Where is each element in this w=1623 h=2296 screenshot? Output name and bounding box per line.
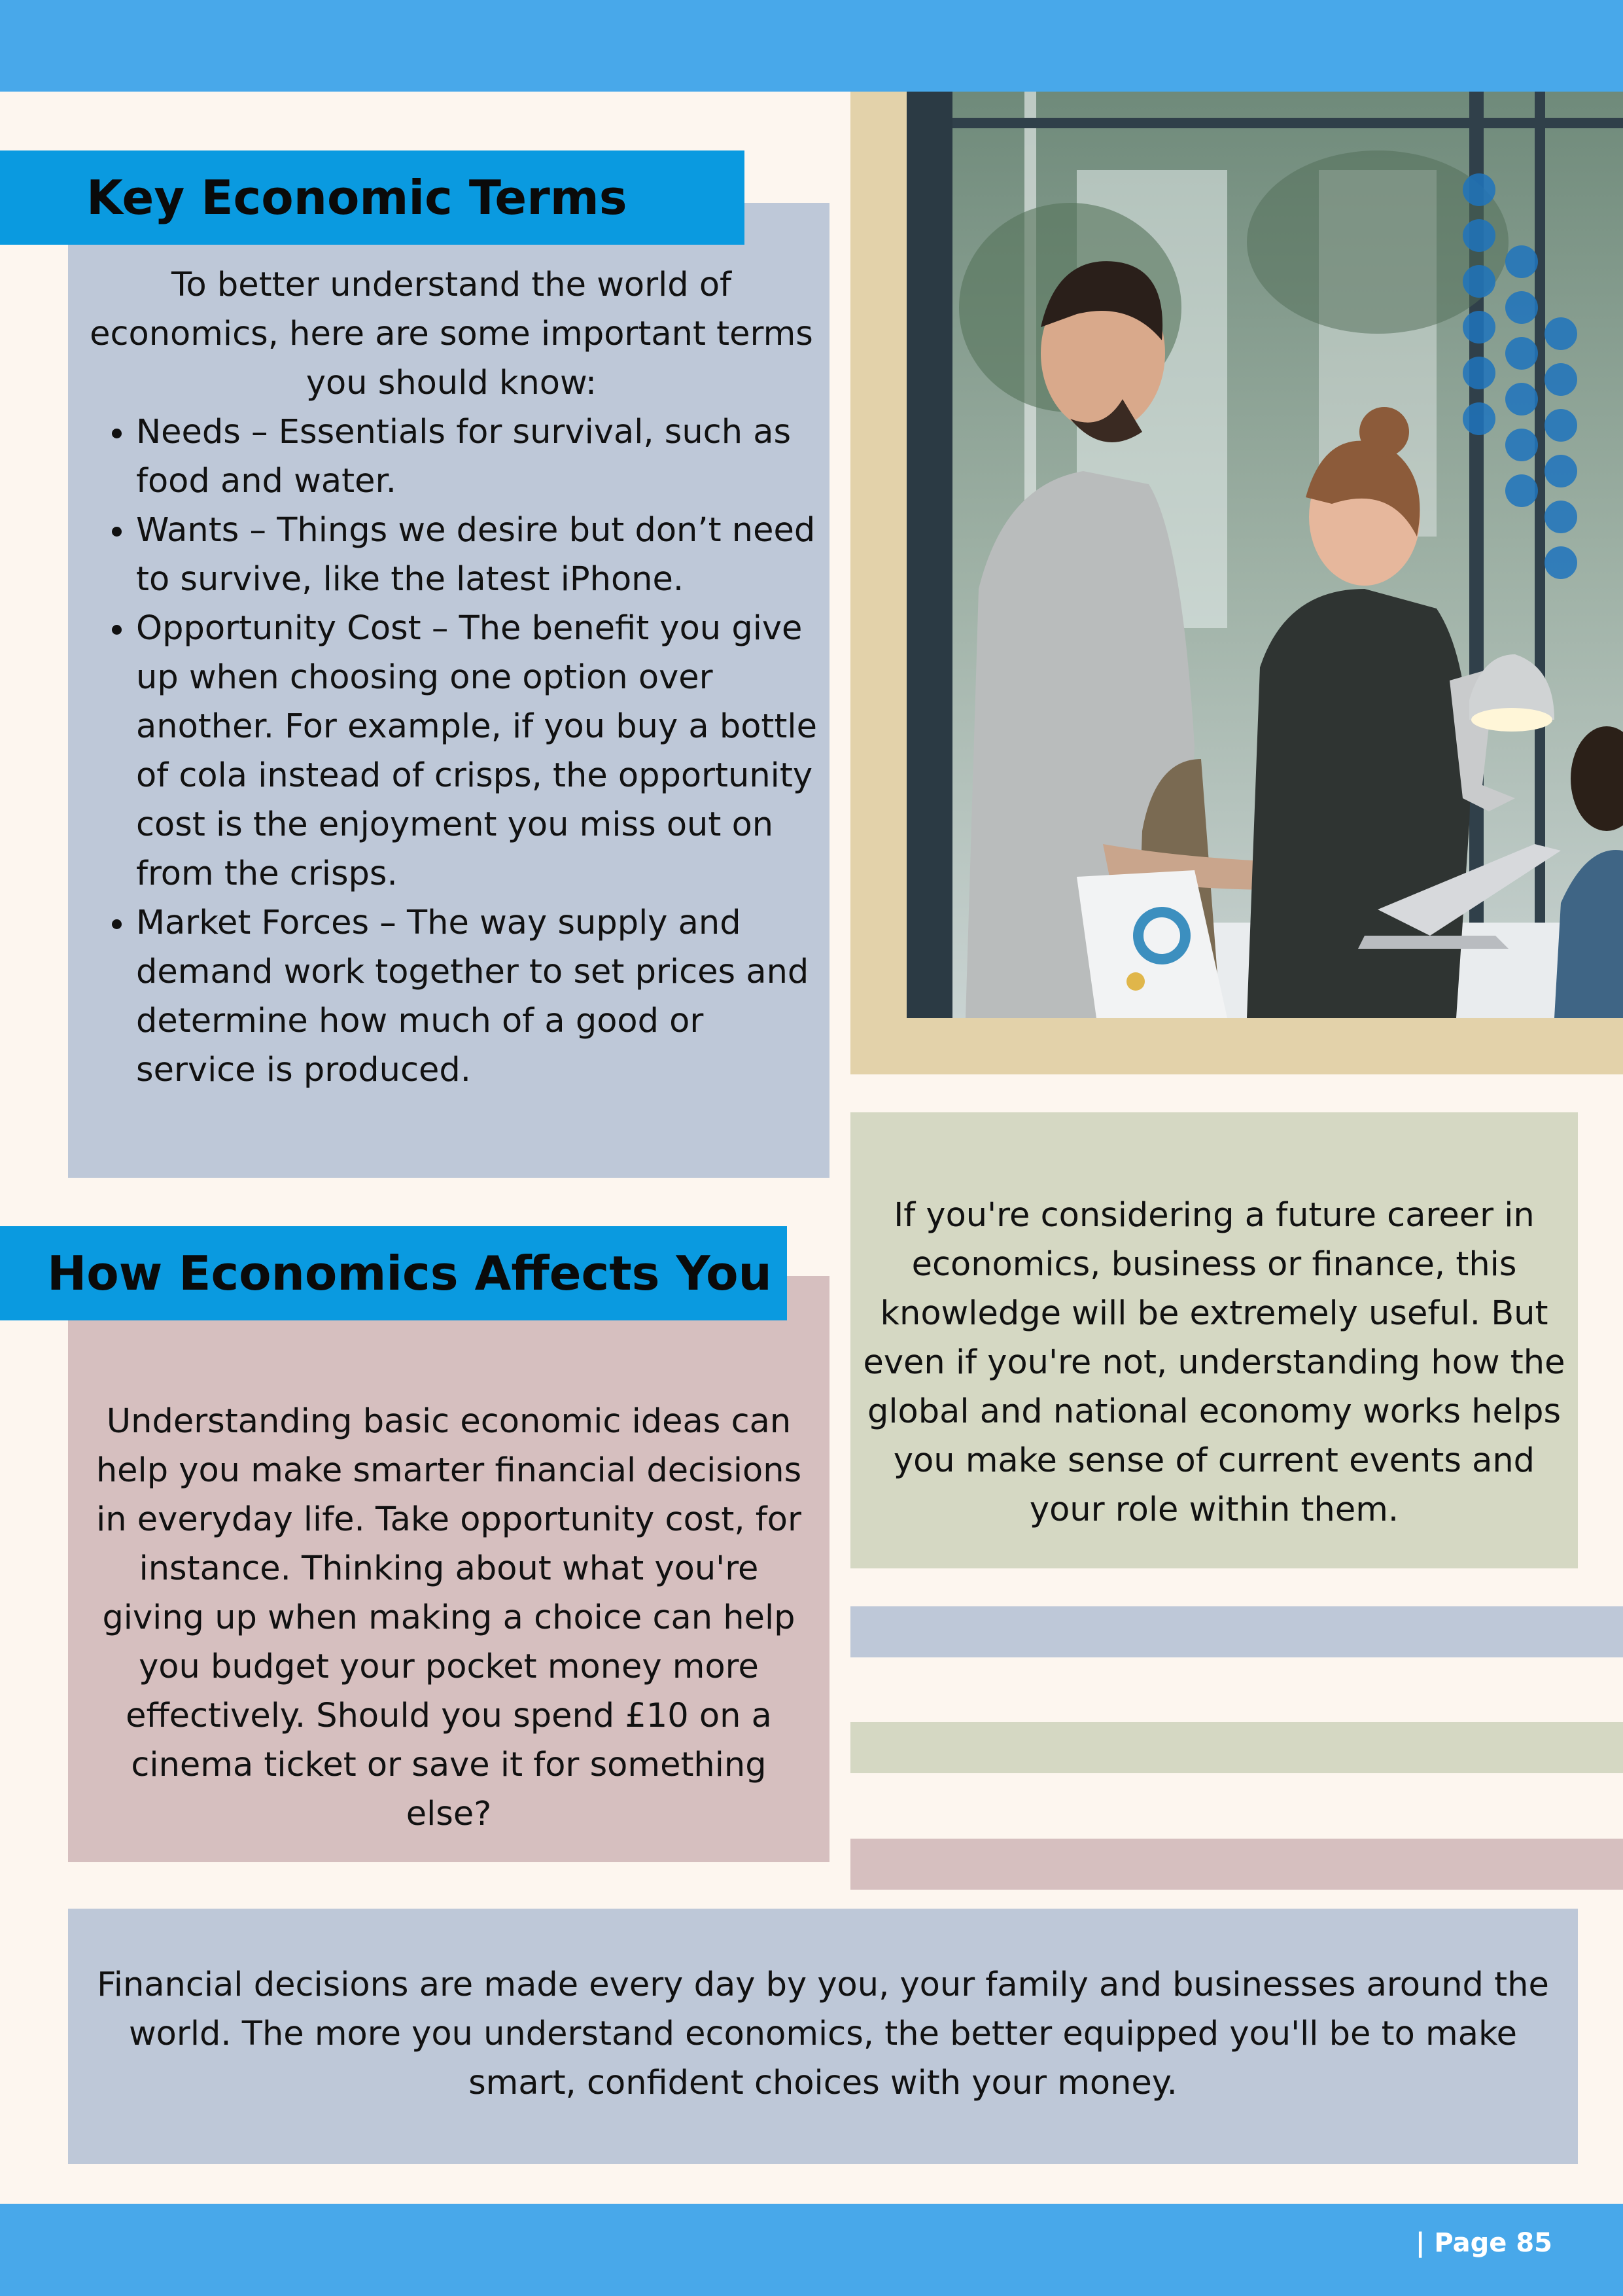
affects-body: Understanding basic economic ideas can help you make smarter financial decisions in everyday life. Take opportunity cost, for instance. Thinking about what you're giving up when making a choice can help you budget your pocket money more effectively. Should you spend £10 on a cinema ticket or save it for something else? — [96, 1402, 802, 1833]
office-photo-illustration — [907, 92, 1623, 1018]
page-number: | Page 85 — [1415, 2228, 1552, 2258]
affects-heading: How Economics Affects You — [0, 1226, 787, 1320]
bottom-banner — [0, 2204, 1623, 2296]
terms-intro: To better understand the world of economics, here are some important terms you should know: — [90, 266, 813, 402]
top-banner — [0, 0, 1623, 92]
career-body: If you're considering a future career in economics, business or finance, this knowledge will be extremely useful. But even if you're not, understanding how the global and national economy works helps you make sense of current events and your role within them. — [863, 1196, 1565, 1529]
closing-body: Financial decisions are made every day by you, your family and businesses around the world. The more you understand economics, the better equipped you'll be to make smart, confident choices with your money. — [97, 1966, 1549, 2102]
term-needs: • Needs – Essentials for survival, such as food and water. — [136, 408, 819, 506]
decorative-stripe — [850, 1722, 1623, 1773]
terms-list — [84, 408, 819, 1095]
term-market-forces: • Market Forces – The way supply and demand work together to set prices and determine how much of a good or service is produced. — [136, 898, 819, 1095]
office-photo — [907, 92, 1623, 1018]
terms-heading: Key Economic Terms — [0, 150, 744, 245]
decorative-stripe — [850, 1839, 1623, 1890]
decorative-stripe — [850, 1606, 1623, 1657]
term-wants: • Wants – Things we desire but don’t need to survive, like the latest iPhone. — [136, 506, 819, 604]
terms-content — [84, 260, 819, 1095]
term-opportunity-cost: • Opportunity Cost – The benefit you give up when choosing one option over another. For example, if you buy a bottle of cola instead of crisps, the opportunity cost is the enjoyment you miss out on from the crisps. — [136, 604, 819, 898]
